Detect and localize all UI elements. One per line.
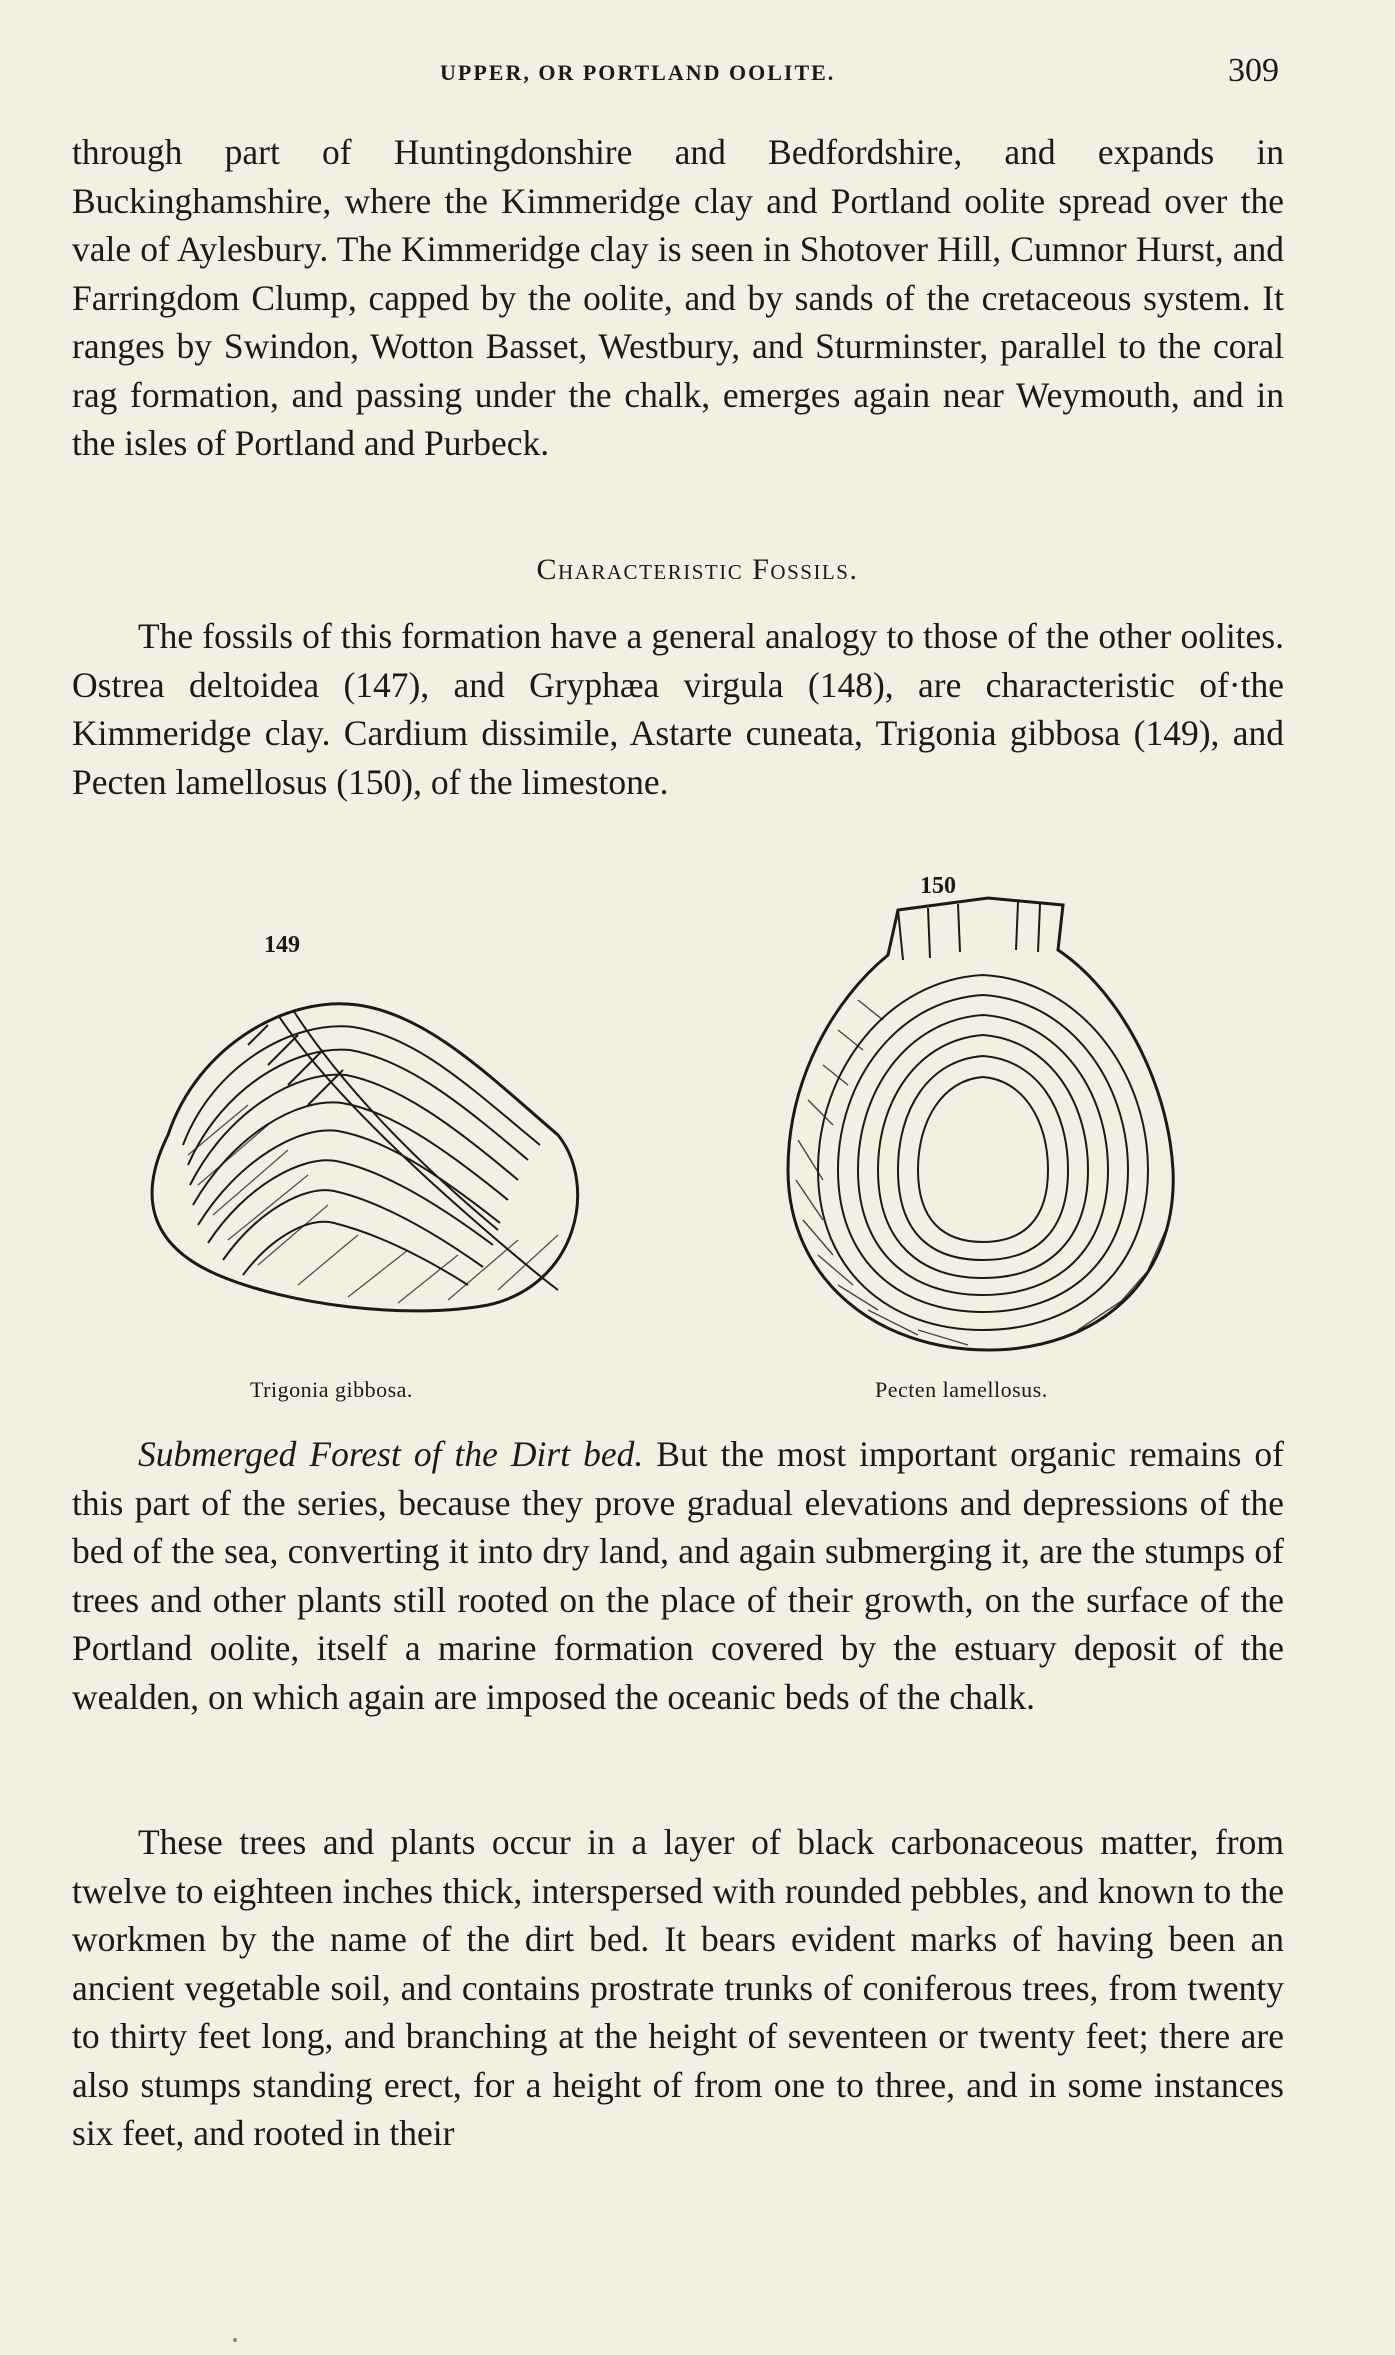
paragraph-3-lead: Submerged Forest of the Dirt bed. xyxy=(138,1434,644,1474)
trigonia-shell-engraving-icon xyxy=(128,985,598,1325)
pecten-shell-engraving-icon xyxy=(778,880,1178,1365)
page-number: 309 xyxy=(1228,52,1279,89)
paragraph-2 xyxy=(72,612,1284,806)
paragraph-3-text xyxy=(72,1430,1284,1721)
running-title: UPPER, OR PORTLAND OOLITE. xyxy=(440,60,836,85)
paragraph-2-text: The fossils of this formation have a general analogy to those of the other oolites. Ostrea deltoidea (147), and Gryphæa virgula (148), are characteristic of·the Kimmeridge clay. Cardium dissimile, Astarte cuneata, Trigonia gibbosa (149), and Pecten lamellosus (150), of the limestone. xyxy=(72,616,1284,802)
figure-150-number: 150 xyxy=(920,873,956,899)
figure-149-number: 149 xyxy=(264,932,300,958)
paper-speck xyxy=(233,2338,237,2342)
paragraph-4-text: These trees and plants occur in a layer of black carbonaceous matter, from twelve to eighteen inches thick, interspersed with rounded pebbles, and known to the workmen by the name of the dirt bed. It bears evident marks of having been an ancient vegetable soil, and contains prostrate trunks of coniferous trees, from twenty to thirty feet long, and branching at the height of seventeen or twenty feet; there are also stumps standing erect, for a height of from one to three, and in some instances six feet, and rooted in their xyxy=(72,1822,1284,2153)
running-header xyxy=(0,52,1395,92)
paragraph-3-body: But the most important organic remains of this part of the series, because they prove gradual elevations and depressions of the bed of the sea, converting it into dry land, and again submerging it, are the stumps of trees and other plants still rooted on the place of their growth, on the surface of the Portland oolite, itself a marine formation covered by the estuary deposit of the wealden, on which again are imposed the oceanic beds of the chalk. xyxy=(72,1434,1284,1717)
figure-149-caption: Trigonia gibbosa. xyxy=(250,1377,413,1402)
section-heading: Characteristic Fossils. xyxy=(536,553,859,586)
figure-150-caption: Pecten lamellosus. xyxy=(875,1377,1048,1402)
paragraph-1-text: through part of Huntingdonshire and Bedfordshire, and expands in Buckinghamshire, where the Kimmeridge clay and Portland oolite spread over the vale of Aylesbury. The Kimmeridge clay is seen in Shotover Hill, Cumnor Hurst, and Farringdom Clump, capped by the oolite, and by sands of the cretaceous system. It ranges by Swindon, Wotton Basset, Westbury, and Sturminster, parallel to the coral rag formation, and passing under the chalk, emerges again near Weymouth, and in the isles of Portland and Purbeck. xyxy=(72,132,1284,463)
paragraph-4 xyxy=(72,1818,1284,2158)
paragraph-1 xyxy=(72,128,1284,468)
paragraph-3 xyxy=(72,1430,1284,1721)
